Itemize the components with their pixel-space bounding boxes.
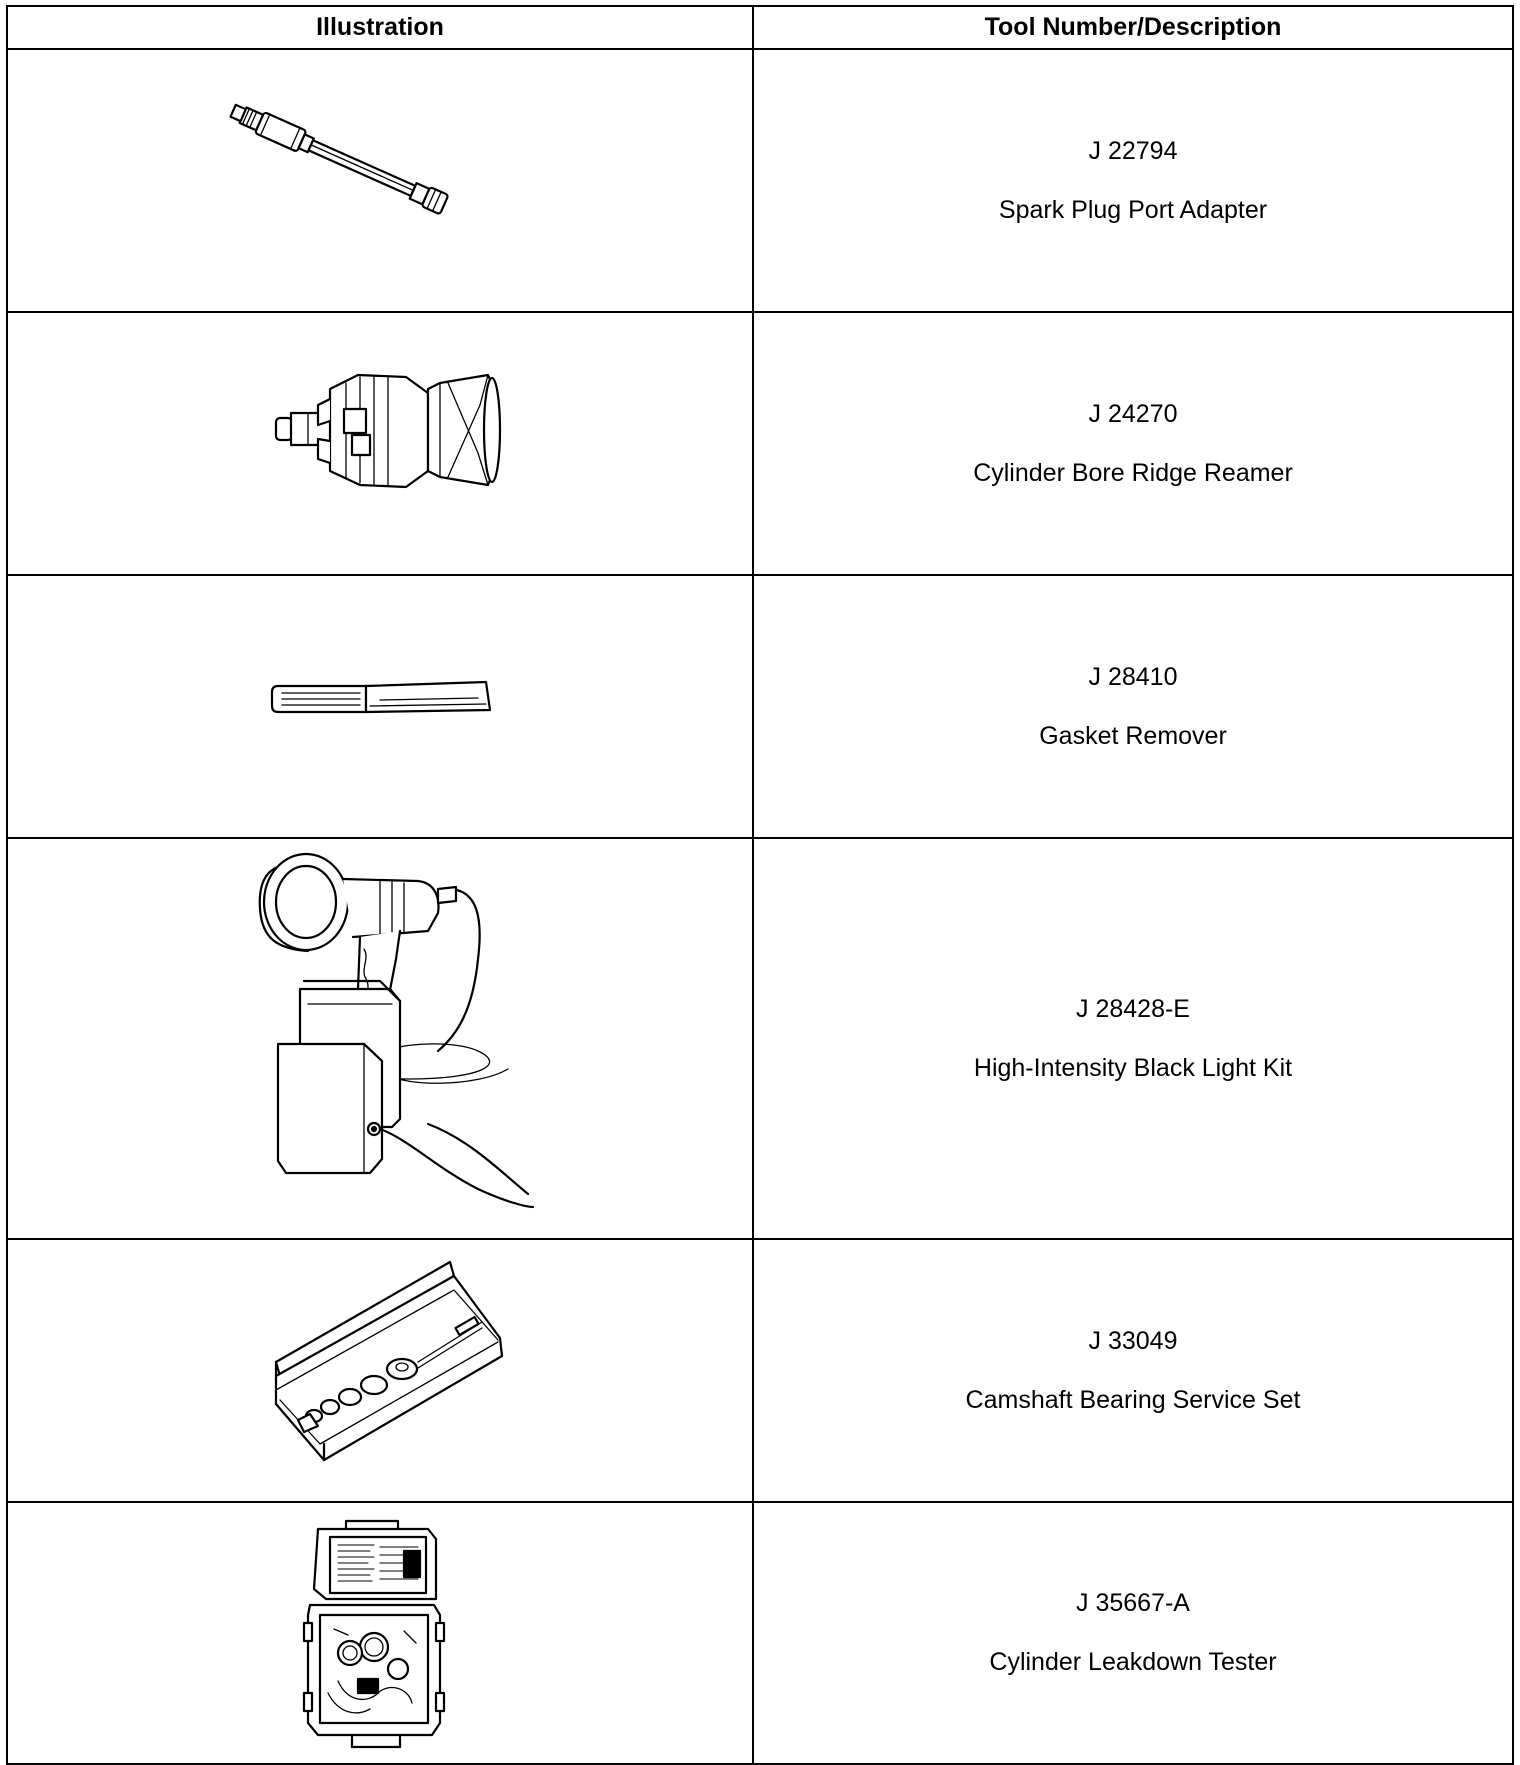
ridge-reamer-icon	[8, 313, 754, 574]
table-row	[7, 575, 1513, 838]
description-cell	[753, 1502, 1513, 1764]
header-tool-number-description: Tool Number/Description	[753, 6, 1513, 49]
black-light-kit-icon	[8, 839, 754, 1238]
table-row	[7, 1502, 1513, 1764]
tool-number: J 28410	[1088, 662, 1178, 691]
header-row	[7, 6, 1513, 49]
illustration-cell	[7, 1239, 753, 1502]
illustration-cell	[7, 49, 753, 312]
description-cell	[753, 49, 1513, 312]
spark-plug-port-adapter-icon	[8, 50, 754, 311]
description-cell	[753, 838, 1513, 1239]
tool-description: Camshaft Bearing Service Set	[965, 1385, 1301, 1414]
tool-number: J 22794	[1088, 136, 1178, 165]
tool-description: Spark Plug Port Adapter	[998, 195, 1268, 224]
description-cell	[753, 312, 1513, 575]
camshaft-bearing-set-icon	[8, 1240, 754, 1501]
tool-description: Gasket Remover	[1039, 721, 1227, 750]
table-row	[7, 1239, 1513, 1502]
illustration-cell	[7, 312, 753, 575]
illustration-cell	[7, 575, 753, 838]
tool-number: J 28428-E	[1076, 994, 1190, 1023]
gasket-remover-icon	[8, 576, 754, 837]
leakdown-tester-icon	[8, 1503, 754, 1763]
tool-description: Cylinder Leakdown Tester	[989, 1648, 1277, 1676]
tool-number: J 24270	[1088, 399, 1178, 428]
tool-description: High-Intensity Black Light Kit	[973, 1053, 1293, 1082]
description-cell	[753, 575, 1513, 838]
special-tools-table	[6, 5, 1514, 1765]
header-illustration: Illustration	[7, 6, 753, 49]
table-row	[7, 838, 1513, 1239]
description-cell	[753, 1239, 1513, 1502]
tool-description: Cylinder Bore Ridge Reamer	[973, 458, 1293, 487]
illustration-cell	[7, 838, 753, 1239]
table-row	[7, 312, 1513, 575]
tool-number: J 35667-A	[1076, 1589, 1190, 1617]
tool-number: J 33049	[1088, 1326, 1178, 1355]
illustration-cell	[7, 1502, 753, 1764]
table-row	[7, 49, 1513, 312]
